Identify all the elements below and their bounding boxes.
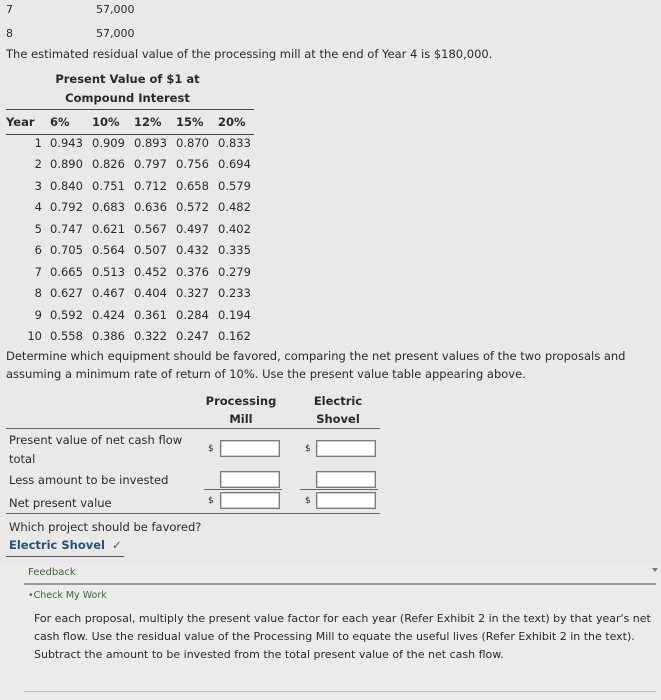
pv-cell-factor: 0.386 (92, 329, 125, 344)
pv-cell-factor: 0.627 (50, 286, 83, 301)
pv-cell-year: 4 (34, 200, 42, 215)
pv-cell-factor: 0.194 (218, 307, 251, 322)
pv-row-year-6 (6, 240, 260, 262)
mill-pv-input[interactable] (220, 440, 280, 457)
pv-net-cash-flow-label-1: Present value of net cash flow (9, 433, 183, 447)
pv-cell-factor: 0.621 (92, 221, 125, 236)
dollar-sign-shovel-pv: $ (305, 444, 311, 454)
pv-cell-year: 6 (34, 243, 42, 258)
pv-cell-factor: 0.893 (134, 135, 167, 150)
pv-cell-factor: 0.247 (176, 329, 209, 344)
pv-cell-factor: 0.840 (50, 178, 83, 193)
residual-value-text: The estimated residual value of the processing mill at the end of Year 4 is $180,000. (6, 47, 493, 61)
pv-row-year-5 (6, 218, 260, 240)
pv-cell-factor: 0.335 (218, 243, 251, 258)
collapse-icon[interactable] (652, 568, 658, 572)
pv-cell-factor: 0.797 (134, 157, 167, 172)
feedback-divider (24, 583, 656, 585)
pv-cell-factor: 0.361 (134, 307, 167, 322)
pv-net-cash-flow-label-2: total (9, 452, 36, 466)
pv-cell-factor: 0.284 (176, 307, 209, 322)
pv-row-year-7 (6, 261, 260, 283)
pv-cell-factor: 0.402 (218, 221, 251, 236)
favored-question: Which project should be favored? (9, 520, 202, 534)
pv-cell-factor: 0.833 (218, 135, 251, 150)
pv-row-year-2 (6, 154, 260, 176)
pv-cell-factor: 0.404 (134, 286, 167, 301)
pv-cell-factor: 0.162 (218, 329, 251, 344)
pv-cell-year: 3 (34, 178, 42, 193)
pv-header-10: 10% (92, 115, 120, 129)
pv-cell-factor: 0.513 (92, 264, 125, 279)
pv-cell-factor: 0.870 (176, 135, 209, 150)
top-row-year-8: 8 (6, 27, 13, 40)
pv-cell-factor: 0.751 (92, 178, 125, 193)
pv-row-year-10 (6, 326, 260, 348)
instructions-text: Determine which equipment should be favored, comparing the net present values of the two proposals and assuming a minimum rate of return of 10%. Use the present value table appearing above. (6, 349, 626, 381)
feedback-body: For each proposal, multiply the present value factor for each year (Refer Exhibit 2 in the text) by that year's net cash flow. Use the residual value of the Processing Mill to equate the useful lives (Refer Exhibit 2 in the text). Subtract the amount to be invested from the total present value of the net cash flow. (34, 612, 651, 661)
mill-invested-input[interactable] (220, 471, 280, 488)
col-header-electric-line2: Shovel (316, 412, 360, 426)
shovel-invested-input[interactable] (316, 471, 376, 488)
pv-cell-year: 10 (27, 329, 42, 344)
col-header-electric-shovel (302, 392, 374, 428)
pv-cell-factor: 0.572 (176, 200, 209, 215)
pv-cell-factor: 0.712 (134, 178, 167, 193)
top-row-year-7: 7 (6, 3, 13, 16)
pv-cell-factor: 0.467 (92, 286, 125, 301)
mill-subtotal-rule (204, 489, 282, 490)
answer-underline (6, 556, 124, 557)
pv-cell-year: 7 (34, 264, 42, 279)
correct-check-icon: ✓ (111, 538, 122, 552)
pv-cell-factor: 0.558 (50, 329, 83, 344)
pv-cell-factor: 0.432 (176, 243, 209, 258)
pv-header-15: 15% (176, 115, 204, 129)
pv-row-year-3 (6, 175, 260, 197)
pv-cell-year: 5 (34, 221, 42, 236)
npv-label: Net present value (9, 496, 112, 510)
col-header-electric-line1: Electric (313, 394, 363, 408)
shovel-npv-input[interactable] (316, 492, 376, 509)
present-value-table (6, 112, 260, 347)
favored-answer-select[interactable] (9, 538, 122, 552)
check-my-work-header[interactable]: •Check My Work (28, 590, 107, 601)
pv-cell-factor: 0.705 (50, 243, 83, 258)
pv-cell-factor: 0.592 (50, 307, 83, 322)
col-header-processing-line2: Mill (229, 412, 253, 426)
pv-cell-factor: 0.683 (92, 200, 125, 215)
bullet-icon: • (28, 590, 34, 601)
pv-cell-factor: 0.909 (92, 135, 125, 150)
col-header-processing-line1: Processing (205, 394, 277, 408)
pv-cell-factor: 0.497 (176, 221, 209, 236)
pv-row-year-9 (6, 304, 260, 326)
pv-row-year-4 (6, 197, 260, 219)
pv-table-title: Present Value of $1 at Compound Interest (55, 72, 200, 105)
pv-cell-year: 9 (34, 307, 42, 322)
shovel-subtotal-rule (300, 489, 378, 490)
pv-cell-factor: 0.327 (176, 286, 209, 301)
pv-header-20: 20% (218, 115, 246, 129)
pv-cell-factor: 0.507 (134, 243, 167, 258)
pv-cell-factor: 0.482 (218, 200, 251, 215)
pv-cell-factor: 0.636 (134, 200, 167, 215)
pv-cell-factor: 0.579 (218, 178, 251, 193)
pv-cell-year: 1 (34, 135, 42, 150)
pv-cell-factor: 0.890 (50, 157, 83, 172)
pv-table-top-rule (6, 109, 254, 110)
pv-cell-factor: 0.233 (218, 286, 251, 301)
pv-cell-factor: 0.376 (176, 264, 209, 279)
pv-cell-factor: 0.279 (218, 264, 251, 279)
dollar-sign-mill-pv: $ (208, 444, 214, 454)
pv-cell-factor: 0.943 (50, 135, 83, 150)
col-header-processing-mill (205, 392, 277, 428)
pv-cell-factor: 0.658 (176, 178, 209, 193)
pv-cell-factor: 0.424 (92, 307, 125, 322)
pv-cell-factor: 0.756 (176, 157, 209, 172)
pv-cell-factor: 0.665 (50, 264, 83, 279)
pv-header-6: 6% (50, 115, 70, 129)
pv-cell-factor: 0.826 (92, 157, 125, 172)
pv-header-12: 12% (134, 115, 162, 129)
pv-cell-factor: 0.792 (50, 200, 83, 215)
mill-npv-input[interactable] (220, 492, 280, 509)
pv-cell-factor: 0.747 (50, 221, 83, 236)
dollar-sign-mill-npv: $ (208, 496, 214, 506)
feedback-title: Feedback (28, 567, 76, 578)
pv-row-year-8 (6, 283, 260, 305)
dollar-sign-shovel-npv: $ (305, 496, 311, 506)
shovel-pv-input[interactable] (316, 440, 376, 457)
pv-cell-year: 8 (34, 286, 42, 301)
pv-cell-factor: 0.567 (134, 221, 167, 236)
feedback-bottom-rule (24, 691, 656, 692)
top-row-value-8: 57,000 (96, 27, 135, 40)
pv-cell-factor: 0.322 (134, 329, 167, 344)
pv-row-year-1 (6, 132, 260, 154)
answer-table-bottom-rule (6, 513, 380, 514)
pv-header-year: Year (6, 115, 35, 129)
pv-cell-year: 2 (34, 157, 42, 172)
pv-cell-factor: 0.452 (134, 264, 167, 279)
pv-cell-factor: 0.564 (92, 243, 125, 258)
answer-table-top-rule (6, 428, 380, 429)
pv-header-row (6, 112, 260, 132)
top-row-value-7: 57,000 (96, 3, 135, 16)
less-amount-label: Less amount to be invested (9, 473, 169, 487)
pv-cell-factor: 0.694 (218, 157, 251, 172)
favored-answer-value: Electric Shovel (9, 538, 105, 552)
